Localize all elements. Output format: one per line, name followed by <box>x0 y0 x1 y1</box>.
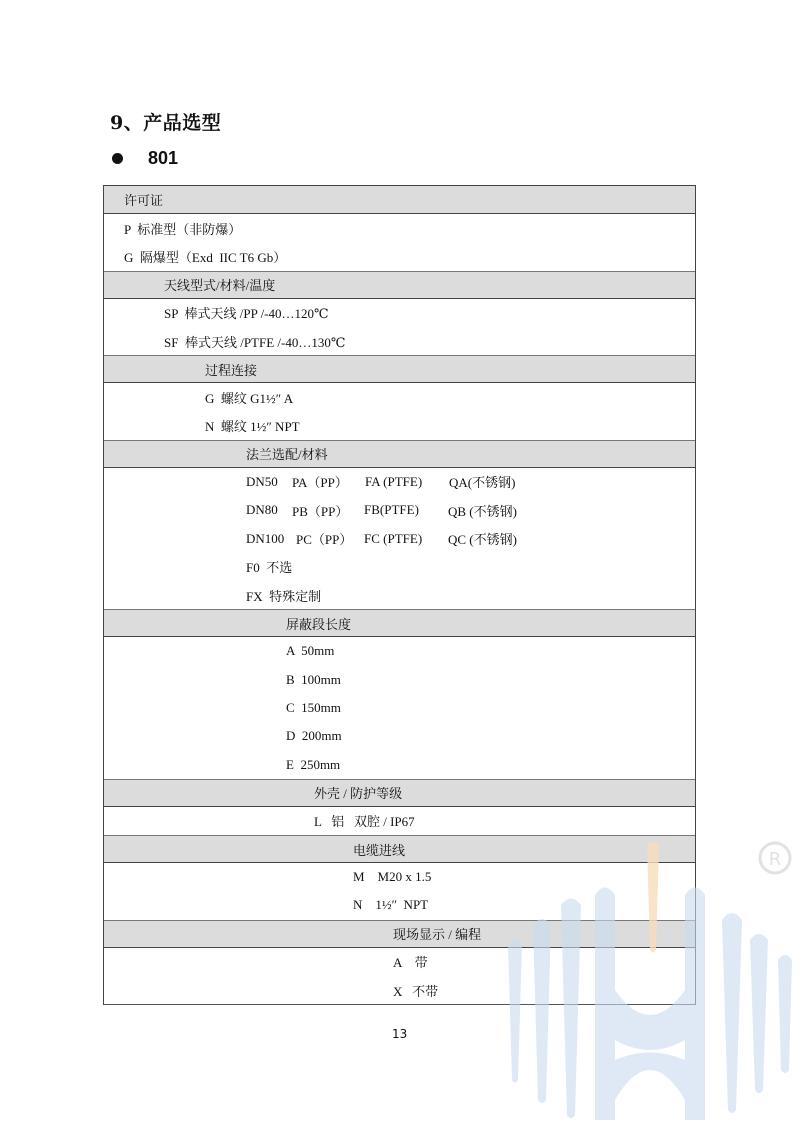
group-header-license <box>104 186 695 214</box>
group-header-process-connection <box>104 355 695 383</box>
option-row <box>104 694 695 722</box>
flange-size: DN80 <box>246 502 278 518</box>
flange-row <box>104 496 695 524</box>
option-row <box>104 750 695 778</box>
option-label: G 螺纹 G1½″ A <box>205 390 294 406</box>
group-title: 外壳 / 防护等级 <box>314 786 403 802</box>
group-title: 屏蔽段长度 <box>286 616 352 632</box>
option-label: F0 不选 <box>246 560 293 576</box>
group-title: 法兰选配/材料 <box>246 447 328 463</box>
option-row <box>104 722 695 750</box>
option-label: SF 棒式天线 /PTFE /-40…130℃ <box>164 334 346 350</box>
page-number: 13 <box>392 1027 408 1041</box>
option-label: FX 特殊定制 <box>246 588 322 604</box>
flange-row <box>104 524 695 552</box>
group-title: 许可证 <box>124 193 164 208</box>
flange-stainless: QB (不锈钢) <box>448 503 517 519</box>
bullet-icon <box>112 153 123 164</box>
flange-ptfe: FA (PTFE) <box>365 473 423 489</box>
option-label: A 50mm <box>286 643 335 659</box>
group-header-shield-length <box>104 609 695 637</box>
option-row <box>104 976 695 1004</box>
model-number: 801 <box>148 148 179 168</box>
option-label: G 隔爆型（Exd IIC T6 Gb） <box>124 249 287 265</box>
option-row <box>104 327 695 355</box>
section-title: 9、产品选型 <box>110 112 222 134</box>
group-title: 现场显示 / 编程 <box>393 927 482 943</box>
option-label: N 螺纹 1½″ NPT <box>205 419 300 435</box>
option-label: SP 棒式天线 /PP /-40…120℃ <box>164 306 329 322</box>
group-header-display <box>104 920 695 948</box>
flange-size: DN50 <box>246 473 278 489</box>
option-label: L 铝 双腔 / IP67 <box>314 814 415 830</box>
option-row <box>104 214 695 242</box>
group-title: 天线型式/材料/温度 <box>164 278 276 294</box>
flange-stainless: QC (不锈钢) <box>448 532 517 548</box>
option-row <box>104 891 695 919</box>
option-row <box>104 383 695 411</box>
product-selection-table <box>103 185 696 1005</box>
flange-pp: PB（PP） <box>292 503 349 519</box>
flange-pp: PC（PP） <box>296 532 353 548</box>
group-title: 过程连接 <box>205 362 258 378</box>
flange-pp: PA（PP） <box>292 475 348 491</box>
option-row <box>104 637 695 665</box>
option-label: B 100mm <box>286 671 341 687</box>
option-row <box>104 411 695 439</box>
flange-ptfe: FB(PTFE) <box>364 502 419 518</box>
group-title: 电缆进线 <box>353 842 406 858</box>
flange-stainless: QA(不锈钢) <box>449 475 516 491</box>
option-label: E 250mm <box>286 756 341 772</box>
option-label: P 标准型（非防爆） <box>124 221 242 237</box>
option-row <box>104 581 695 609</box>
model-heading <box>112 148 178 169</box>
option-label: M M20 x 1.5 <box>353 869 432 885</box>
group-header-antenna <box>104 271 695 299</box>
option-row <box>104 242 695 270</box>
option-row <box>104 666 695 694</box>
option-row <box>104 807 695 835</box>
option-row <box>104 948 695 976</box>
option-label: N 1½″ NPT <box>353 897 429 913</box>
option-label: X 不带 <box>393 983 439 999</box>
group-header-housing <box>104 779 695 807</box>
option-label: D 200mm <box>286 728 342 744</box>
svg-text:R: R <box>768 849 782 870</box>
option-row <box>104 863 695 891</box>
flange-row <box>104 468 695 496</box>
group-header-cable-entry <box>104 835 695 863</box>
flange-ptfe: FC (PTFE) <box>364 530 423 546</box>
option-row <box>104 299 695 327</box>
group-header-flange <box>104 440 695 468</box>
option-row <box>104 553 695 581</box>
option-label: A 带 <box>393 955 428 971</box>
flange-size: DN100 <box>246 530 285 546</box>
option-label: C 150mm <box>286 700 341 715</box>
